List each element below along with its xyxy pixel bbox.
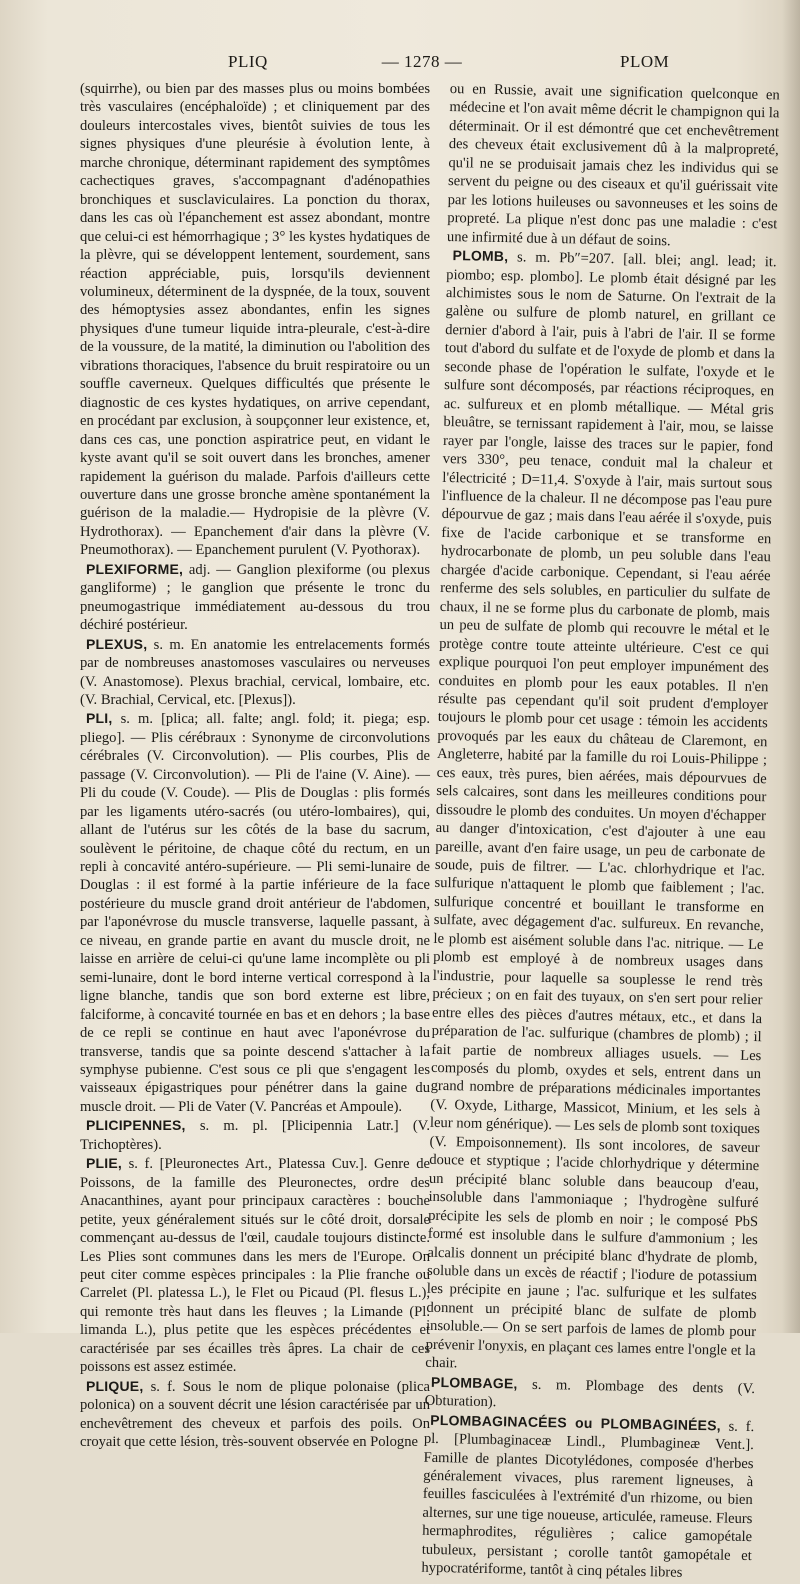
entry-plie (80, 1154, 430, 1376)
left-column (80, 80, 430, 1452)
entry-headword: PLEXIFORME, (86, 560, 184, 577)
entry-continuation-pleuresie (80, 80, 430, 560)
entry-headword: PLICIPENNES, (86, 1117, 186, 1134)
running-header (0, 52, 800, 76)
page-number: — 1278 — (381, 52, 463, 71)
entry-headword: PLEXUS, (86, 635, 148, 652)
page-edge-shadow (782, 0, 800, 1333)
header-right-guide-word: PLOM (620, 52, 670, 71)
entry-plexus (80, 635, 430, 710)
entry-headword: PLOMBAGE, (430, 1373, 518, 1392)
entry-text: (squirrhe), ou bien par des masses plus ou moins bombées très vasculaires (encéphaloïde) ; et cliniquement par des douleurs intercostales vives, bientôt suivies de tous les signes physiques d'une pleurésie à évolution lente, à marche chronique, déterminant rapidement des symptômes cachectiques graves, s'accompagnant d'adénopathies bronchiques et susclaviculaires. La ponction du thorax, dans les cas où l'épanchement est assez abondant, montre que celui-ci est hémorrhagique ; 3° les kystes hydatiques de la plèvre, qui se développent lentement, sourdement, sans réaction appréciable, puis, lorsqu'ils deviennent volumineux, déterminent de la dyspnée, de la toux, souvent des hémoptysies assez abondantes, enfin les signes physiques d'une tumeur liquide intra-pleurale, c'est-à-dire de la voussure, de la matité, la diminution ou l'abolition des vibrations thoraciques, l'absence du bruit respiratoire ou un souffle caverneux. Quelques difficultés que présente le diagnostic de ces kystes hydatiques, on arrive cependant, en procédant par exclusion, à soupçonner leur existence, et, dans ces cas, une ponction aspiratrice peut, en vidant le kyste avant qu'il se soit ouvert dans les bronches, amener rapidement la guérison du malade. Parfois d'ailleurs cette ouverture dans une grosse bronche amène spontanément la guérison de la maladie.— Hydropisie de la plèvre (V. Hydrothorax). — Epanchement d'air dans la plèvre (V. Pneumothorax). — Epanchement purulent (V. Pyothorax). (80, 81, 430, 559)
entry-text: s. f. Sous le nom de plique polonaise (plica polonica) on a souvent décrit une lésion caractérisée par un enchevêtrement des cheveux et parfois des poils. On croyait que cette lésion, très-souvent observée en Pologne (80, 1378, 430, 1451)
entry-text: s. f. pl. [Plumbaginaceæ Lindl., Plumbagineæ Vent.]. Famille de plantes Dicotylédones, composée d'herbes généralement vivaces, plus rarement ligneuses, à feuilles fasciculées à l'extrémité d'un rhizome, ou bien alternes, sur une tige noueuse, articulée, rameuse. Fleurs hermaphrodites, régulières ; calice gamopétale tubuleux, persistant ; corolle tantôt gamopétale et hypocratériforme, tantôt à cinq pétales libres (421, 1418, 755, 1581)
entry-text: s. m. pl. [Plicipennia Latr.] (V. Trichoptères). (80, 1118, 430, 1153)
entry-plomb (425, 246, 777, 1379)
entry-text: adj. — Ganglion plexiforme (ou plexus gangliforme) ; le ganglion que présente le tronc du pneumogastrique immédiatement au-dessous du trou déchiré postérieur. (80, 561, 430, 634)
entry-plombage (424, 1372, 755, 1416)
entry-headword: PLI, (86, 710, 113, 727)
right-column (421, 80, 780, 1584)
entry-text: ou en Russie, avait une signification quelconque en médecine et l'on avait même décrit le champignon qui la déterminait. Or il est démontré que cet enchevêtrement des cheveux était exclusivement dû à la malpropreté, qu'il ne se produisait jamais chez les individus qui se servent du peigne ou des ciseaux et qu'il guérissait vite par les lotions huileuses ou savonneuses et les soins de propreté. La plique n'est donc pas une maladie : c'est une infirmité due à un défaut de soins. (446, 80, 780, 249)
entry-text: s. f. [Pleuronectes Art., Platessa Cuv.]. Genre de Poissons, de la famille des Pleuronectes, ordre des Anacanthines, ayant pour principaux caractères : bouche petite, yeux généralement situés sur le côté droit, dorsale commençant au-dessus de l'œil, caudale toujours distincte. Les Plies sont communes dans les mers de l'Europe. On peut citer comme espèces principales : la Plie franche ou Carrelet (Pl. platessa L.), le Flet ou Picaud (Pl. flesus L.), qui remonte très haut dans les fleuves ; la Limande (Pl. limanda L.), plus petite que les espèces précédentes et caractérisée par ses écailles très âpres. La chair de ces poissons est assez estimée. (80, 1156, 430, 1376)
entry-continuation-plique (447, 80, 780, 252)
entry-text: s. m. Pb″=207. [all. blei; angl. lead; it. piombo; esp. plombo]. Le plomb était désigné par les alchimistes sous le nom de Saturne. On l'extrait de la galène ou sulfure de plomb naturel, en grillant ce dernier d'abord à l'air, puis à l'abri de l'air. Il se forme tout d'abord du sulfate et de l'oxyde de plomb et dans la seconde phase de l'opération le sulfate, l'oxyde et le sulfure sont décomposés, par réactions réciproques, en ac. sulfureux et en plomb métallique. — Métal gris bleuâtre, se ternissant rapidement à l'air, mou, se laisse rayer par l'ongle, laisse des traces sur le papier, fond vers 330°, peu tenace, conduit mal la chaleur et l'électricité ; D=11,4. S'oxyde à l'air, mais surtout sous l'influence de la chaleur. Il ne décompose pas l'eau pure dépourvue de gaz ; mais dans l'eau aérée il s'oxyde, puis fixe de l'acide carbonique et se transforme en hydrocarbonate de plomb, un peu soluble dans l'eau chargée d'acide carbonique. Cependant, si l'eau aérée renferme des sels solubles, en particulier du sulfate de chaux, il ne se forme plus du carbonate de plomb, mais un peu de sulfate de plomb qui recouvre le métal et le protège contre toute atteinte ultérieure. C'est ce qui explique pourquoi l'on peut employer impunément des conduites en plomb pour les eaux potables. Il n'en résulte pas cependant qu'il soit prudent d'employer toujours le plomb pour cet usage : témoin les accidents provoqués par les eaux du château de Claremont, en Angleterre, habité par la famille du roi Louis-Philippe ; ces eaux, très pures, bien aérées, mais dépourvues de sels calcaires, sont dans les meilleures conditions pour dissoudre le plomb des conduites. Un moyen d'échapper au danger d'intoxication, c'est d'ajouter à une eau pareille, avant d'en faire usage, un peu de carbonate de soude, puis de filtrer. — L'ac. chlorhydrique et l'ac. sulfurique n'attaquent le plomb que faiblement ; l'ac. sulfurique concentré et bouillant le transforme en sulfate, avec dégagement d'ac. sulfureux. En revanche, le plomb est aisément soluble dans l'ac. nitrique. — Le plomb est employé à de nombreux usages dans l'industrie, pour laquelle sa souplesse le rend très précieux ; on en fait des tuyaux, on s'en sert pour relier entre elles des pièces d'autres métaux, etc., et dans la préparation de l'ac. sulfurique (chambres de plomb) ; il fait partie de nombreux alliages usuels. — Les composés du plomb, oxydes et sels, entrent dans un grand nombre de préparations médicinales importantes (V. Oxyde, Litharge, Massicot, Minium, et les sels à leur nom générique). — Les sels de plomb sont toxiques (V. Empoisonnement). Ils sont incolores, de saveur douce et styptique ; l'acide chlorhydrique y détermine un précipité blanc soluble dans beaucoup d'eau, insoluble dans l'ammoniaque ; l'hydrogène sulfuré précipite les sels de plomb en noir ; le composé PbS formé est insoluble dans le sulfure d'ammonium ; les alcalis donnent un précipité blanc d'hydrate de plomb, soluble dans un excès de réactif ; l'iodure de potassium les précipite en jaune ; l'ac. sulfurique et les sulfates donnent un précipité blanc de sulfate de plomb insoluble.— On se sert parfois de lames de plomb pour prévenir l'onyxis, en plaçant ces lames entre l'ongle et la chair. (425, 249, 777, 1372)
entry-headword: PLOMB, (452, 247, 509, 265)
entry-plicipennes (80, 1116, 430, 1154)
entry-plombaginacees (421, 1410, 754, 1583)
entry-text: s. m. [plica; all. falte; angl. fold; it. piega; esp. pliego]. — Plis cérébraux : Synonyme de circonvolutions cérébrales (V. Circonvolution). — Plis courbes, Plis de passage (V. Circonvolution). — Pli de l'aine (V. Aine). — Pli du coude (V. Coude). — Plis de Douglas : plis formés par les ligaments utéro-sacrés (ou utéro-lombaires), qui, allant de l'utérus sur les côtés de la base du sacrum, soulèvent le péritoine, de chaque côté du rectum, en un repli à concavité antéro-supérieure. — Pli semi-lunaire de Douglas : il est formé à la partie inférieure de la face postérieure du muscle grand droit antérieur de l'abdomen, par l'aponévrose du muscle transverse, laquelle passant, à ce niveau, en grande partie en avant du muscle droit, ne laisse en arrière de celui-ci qu'une lame incomplète ou pli semi-lunaire, dont le bord interne vertical correspond à la ligne blanche, tandis que son bord externe est libre, falciforme, à concavité tournée en bas et en dehors ; la base de ce repli se continue en haut avec l'aponévrose du transverse, tandis que sa pointe descend s'attacher à la symphyse pubienne. C'est sous ce pli que s'engagent les vaisseaux épigastriques pour pénétrer dans la gaine du muscle droit. — Pli de Vater (V. Pancréas et Ampoule). (80, 711, 430, 1115)
entry-text: s. m. Plombage des dents (V. Obturation). (424, 1376, 756, 1411)
entry-headword: PLIQUE, (86, 1377, 144, 1394)
entry-pli (80, 709, 430, 1116)
entry-headword: PLIE, (86, 1155, 123, 1172)
entry-plique (80, 1377, 430, 1452)
entry-headword: PLOMBAGINACÉES ou PLOMBAGINÉES, (430, 1411, 721, 1434)
entry-plexiforme (80, 560, 430, 635)
header-left-guide-word: PLIQ (228, 52, 268, 71)
entry-text: s. m. En anatomie les entrelacements formés par de nombreuses anastomoses vasculaires ou nerveuses (V. Anastomose). Plexus brachial, cervical, lombaire, etc. (V. Brachial, Cervical, etc. [Plexus]). (80, 636, 430, 708)
